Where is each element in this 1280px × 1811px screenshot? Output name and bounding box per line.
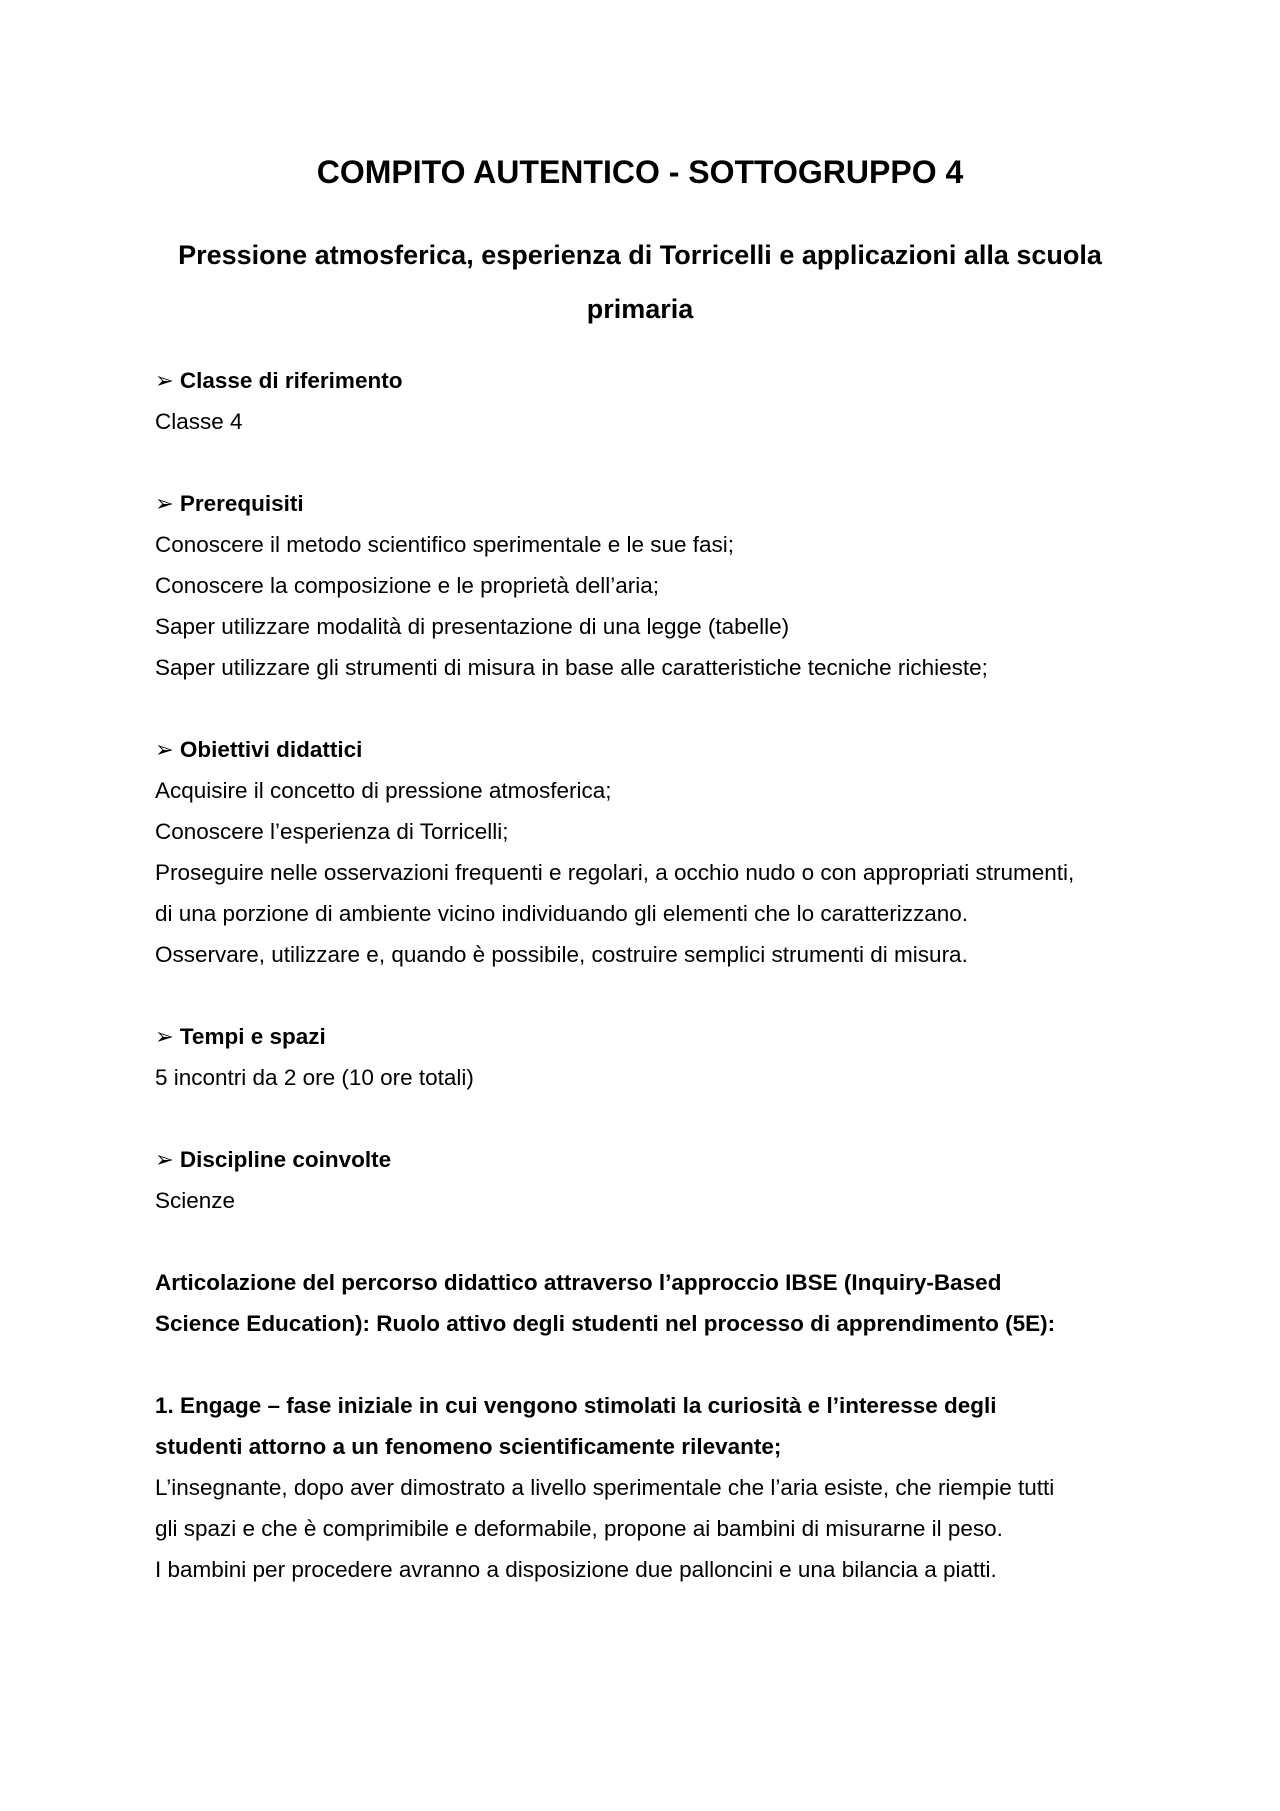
tempi-line: 5 incontri da 2 ore (10 ore totali): [155, 1065, 474, 1090]
arrow-bullet-icon: ➢: [155, 368, 174, 394]
articolazione-heading-line: Science Education): Ruolo attivo degli studenti nel processo di apprendimento (5E):: [155, 1311, 1056, 1336]
obiettivi-line: Proseguire nelle osservazioni frequenti e regolari, a occhio nudo o con appropriati strumenti,: [155, 860, 1075, 885]
spacer: [155, 442, 1145, 483]
section-heading-obiettivi: [155, 729, 1145, 770]
section-heading-prerequisiti: [155, 483, 1145, 524]
section-heading-classe: [155, 360, 1145, 401]
articolazione-heading-line: Articolazione del percorso didattico attraverso l’approccio IBSE (Inquiry-Based: [155, 1270, 1002, 1295]
engage-line: gli spazi e che è comprimibile e deformabile, propone ai bambini di misurarne il peso.: [155, 1516, 1003, 1541]
section-heading-tempi: [155, 1016, 1145, 1057]
spacer: [155, 1344, 1145, 1385]
spacer: [155, 1221, 1145, 1262]
arrow-bullet-icon: ➢: [155, 1147, 174, 1173]
classe-line: Classe 4: [155, 409, 243, 434]
prerequisiti-line: Conoscere la composizione e le proprietà dell’aria;: [155, 573, 660, 598]
section-heading-discipline: [155, 1139, 1145, 1180]
prerequisiti-line: Saper utilizzare gli strumenti di misura in base alle caratteristiche tecniche richieste;: [155, 655, 988, 680]
document-title: COMPITO AUTENTICO - SOTTOGRUPPO 4: [316, 154, 964, 190]
prerequisiti-line: Saper utilizzare modalità di presentazione di una legge (tabelle): [155, 614, 790, 639]
spacer: [155, 975, 1145, 1016]
obiettivi-line: Osservare, utilizzare e, quando è possibile, costruire semplici strumenti di misura.: [155, 942, 968, 967]
obiettivi-line: Conoscere l’esperienza di Torricelli;: [155, 819, 509, 844]
section-heading-label: Classe di riferimento: [179, 368, 403, 393]
section-heading-label: Prerequisiti: [179, 491, 304, 516]
engage-line: L’insegnante, dopo aver dimostrato a livello sperimentale che l’aria esiste, che riempie tutti: [155, 1475, 1055, 1500]
obiettivi-line: Acquisire il concetto di pressione atmosferica;: [155, 778, 612, 803]
arrow-bullet-icon: ➢: [155, 1024, 174, 1050]
obiettivi-line: di una porzione di ambiente vicino individuando gli elementi che lo caratterizzano.: [155, 901, 968, 926]
spacer: [155, 688, 1145, 729]
prerequisiti-line: Conoscere il metodo scientifico sperimentale e le sue fasi;: [155, 532, 735, 557]
spacer: [155, 1098, 1145, 1139]
engage-line: I bambini per procedere avranno a disposizione due palloncini e una bilancia a piatti.: [155, 1557, 997, 1582]
arrow-bullet-icon: ➢: [155, 737, 174, 763]
section-heading-label: Obiettivi didattici: [179, 737, 363, 762]
discipline-line: Scienze: [155, 1188, 236, 1213]
document-subtitle: Pressione atmosferica, esperienza di Torricelli e applicazioni alla scuola primaria: [178, 240, 1102, 324]
engage-heading-line: studenti attorno a un fenomeno scientificamente rilevante;: [155, 1434, 782, 1459]
engage-heading-line: 1. Engage – fase iniziale in cui vengono stimolati la curiosità e l’interesse degli: [155, 1393, 997, 1418]
section-heading-label: Tempi e spazi: [179, 1024, 326, 1049]
section-heading-label: Discipline coinvolte: [179, 1147, 392, 1172]
arrow-bullet-icon: ➢: [155, 491, 174, 517]
document-body: [155, 360, 1145, 1590]
